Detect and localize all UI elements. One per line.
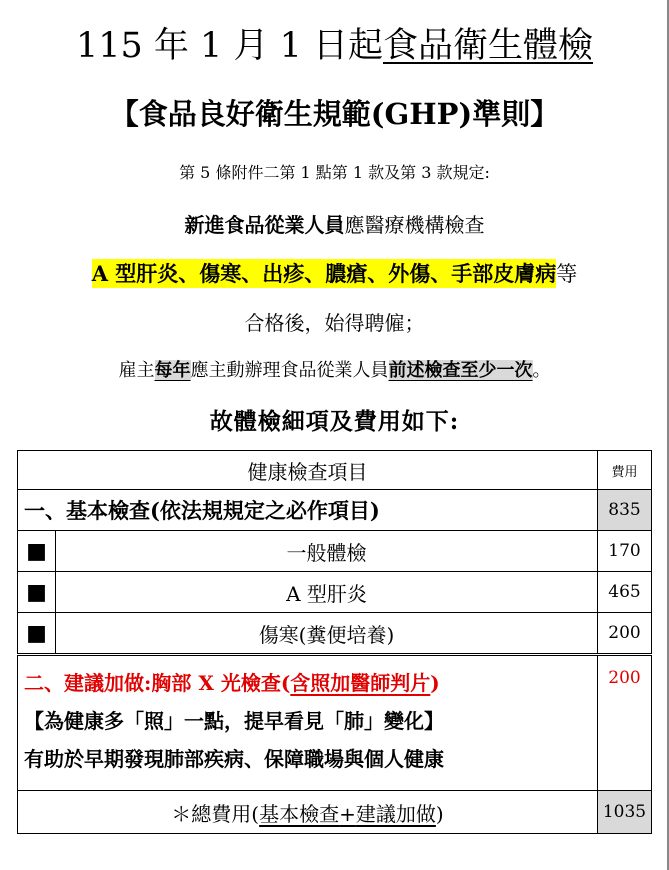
advised-label-b: 含照加醫師判片 bbox=[290, 671, 431, 695]
advised-benefit: 有助於早期發現肺部疾病、保障職場與個人健康 bbox=[24, 747, 444, 771]
rule-normal: 應醫療機構檢查 bbox=[344, 213, 485, 237]
total-label bbox=[18, 791, 598, 834]
advised-row bbox=[18, 655, 652, 791]
advised-fee: 200 bbox=[598, 655, 652, 791]
fee-table bbox=[17, 450, 652, 834]
table-row bbox=[18, 613, 652, 655]
total-plus: + bbox=[339, 801, 356, 826]
employer-e: 。 bbox=[532, 360, 551, 381]
page-title bbox=[0, 22, 669, 70]
header-item: 健康檢查項目 bbox=[18, 451, 598, 490]
bullet-square-icon: ■ bbox=[18, 613, 56, 655]
total-fee: 1035 bbox=[598, 791, 652, 834]
sub-item-label: 傷寒(糞便培養) bbox=[56, 613, 598, 655]
employer-at-least-once: 前述檢查至少一次 bbox=[388, 360, 533, 381]
total-e: ) bbox=[435, 801, 444, 826]
total-a: ＊總費用( bbox=[171, 801, 260, 826]
basic-fee: 835 bbox=[598, 490, 652, 531]
advised-label bbox=[24, 664, 591, 702]
disease-line bbox=[0, 257, 669, 291]
regulation-reference: 第 5 條附件二第 1 點第 1 款及第 3 款規定: bbox=[179, 163, 490, 182]
table-header-row bbox=[18, 451, 652, 490]
header-fee: 費用 bbox=[598, 451, 652, 490]
basic-row bbox=[18, 490, 652, 531]
sub-item-fee: 200 bbox=[598, 613, 652, 655]
pass-line: 合格後，始得聘僱； bbox=[244, 311, 425, 335]
total-basic: 基本檢查 bbox=[259, 801, 340, 826]
regulation-title: 【食品良好衛生規範(GHP)準則】 bbox=[109, 97, 560, 131]
disease-list: A 型肝炎、傷寒、出疹、膿瘡、外傷、手部皮膚病 bbox=[91, 261, 557, 286]
disease-suffix: 等 bbox=[556, 262, 578, 286]
advised-slogan: 【為健康多「照」一點，提早看見「肺」變化】 bbox=[24, 709, 444, 733]
sub-item-fee: 170 bbox=[598, 531, 652, 572]
sub-item-label: 一般體檢 bbox=[56, 531, 598, 572]
total-advised: 建議加做 bbox=[355, 801, 436, 826]
bullet-square-icon: ■ bbox=[18, 572, 56, 613]
rule-line bbox=[0, 209, 669, 241]
total-row bbox=[18, 791, 652, 834]
sub-item-label: A 型肝炎 bbox=[56, 572, 598, 613]
table-row bbox=[18, 531, 652, 572]
bullet-square-icon: ■ bbox=[18, 531, 56, 572]
advised-label-c: ) bbox=[430, 671, 440, 695]
employer-a: 雇主 bbox=[118, 360, 155, 381]
title-underlined: 食品衛生體檢 bbox=[382, 26, 593, 66]
employer-every-year: 每年 bbox=[154, 360, 191, 381]
advised-cell bbox=[18, 655, 598, 791]
basic-label: 一、基本檢查(依法規規定之必作項目) bbox=[18, 490, 598, 531]
rule-bold: 新進食品從業人員 bbox=[184, 213, 345, 237]
advised-label-a: 二、建議加做:胸部 X 光檢查( bbox=[24, 671, 291, 695]
sub-item-fee: 465 bbox=[598, 572, 652, 613]
title-prefix: 115 年 1 月 1 日起 bbox=[76, 26, 383, 66]
employer-c: 應主動辦理食品從業人員 bbox=[190, 360, 389, 381]
table-row bbox=[18, 572, 652, 613]
details-heading: 故體檢細項及費用如下: bbox=[209, 408, 460, 435]
employer-line bbox=[0, 356, 669, 386]
